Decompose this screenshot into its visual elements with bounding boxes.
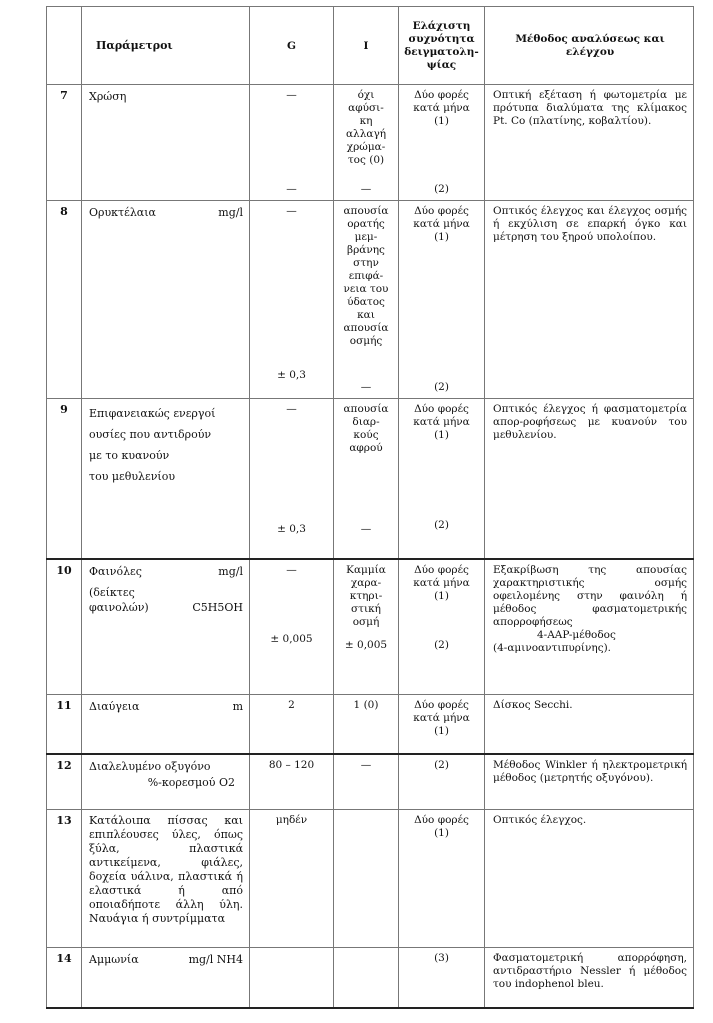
i-line: χρώμα- [346, 141, 386, 153]
param-unit: mg/l [218, 564, 243, 578]
param-line: με το κυανούν [89, 449, 170, 462]
method: Μέθοδος Winkler ή ηλεκτρομετρική μέθοδος (μετρητής οξυγόνου). [485, 754, 694, 810]
i-line: ορατής [347, 218, 385, 230]
g-top: 2 [288, 699, 295, 711]
frequency-line: Δύο φορές [414, 403, 469, 415]
i-value [334, 85, 399, 201]
i-line: αλλαγή [345, 128, 387, 140]
param-label: Φαινόλες [89, 564, 142, 578]
row-number: 9 [47, 399, 82, 559]
table-row [47, 559, 694, 695]
i-top [334, 399, 398, 455]
param-label: Αμμωνία [89, 953, 139, 966]
param-line: Επιφανειακώς ενεργοί [89, 407, 216, 420]
table-header-row [47, 7, 694, 85]
frequency [399, 810, 485, 948]
i-line: κτηρι- [349, 589, 383, 602]
i-top [334, 85, 398, 167]
i-top: 1 (0) [353, 699, 379, 711]
i-top [334, 201, 398, 348]
frequency-line: Δύο φορές [414, 699, 469, 711]
frequency-top [399, 560, 484, 603]
g-bottom: ± 0,3 [277, 369, 306, 381]
g-value [250, 559, 334, 695]
param-line: (δείκτες [89, 585, 135, 599]
frequency-line: Δύο φορές [414, 205, 469, 217]
table-row [47, 810, 694, 948]
frequency-top [399, 201, 484, 244]
g-top: — [286, 89, 297, 101]
frequency [399, 754, 485, 810]
method: Οπτική εξέταση ή φωτομετρία με πρότυπα διαλύματα της κλίμακος Pt. Co (πλατίνης, κοβαλτίου). [485, 85, 694, 201]
i-value [334, 810, 399, 948]
i-line: βράνης [347, 244, 385, 256]
i-line: απουσία [343, 205, 389, 217]
param-name [82, 399, 250, 559]
method: Οπτικός έλεγχος ή φασματομετρία απορ-ροφήσεως με κυανούν του μεθυλενίου. [485, 399, 694, 559]
param-name [82, 695, 250, 754]
header-method-line: ελέγχου [565, 45, 615, 58]
i-top: — [360, 758, 372, 771]
frequency-line: (1) [434, 725, 449, 737]
i-line: μεμ- [354, 231, 378, 243]
param-unit: mg/l NH4 [188, 953, 243, 966]
method: Δίσκος Secchi. [485, 695, 694, 754]
g-top: 80 – 120 [268, 758, 315, 771]
param-name [82, 201, 250, 399]
method: Οπτικός έλεγχος και έλεγχος οσμής ή εκχύλιση σε επαρκή όγκο και μέτρηση του ξηρού υπολοίπου. [485, 201, 694, 399]
i-value [334, 754, 399, 810]
param-line: του μεθυλενίου [89, 470, 176, 483]
i-line: απουσία [343, 322, 389, 334]
i-line: τος (0) [347, 154, 385, 166]
g-top: — [286, 205, 297, 217]
i-line: και [357, 309, 375, 321]
i-line: στην [353, 257, 379, 269]
header-frequency-line: δειγματολη- [404, 45, 479, 58]
header-i: I [334, 7, 399, 85]
param-line: φαινολών) [89, 600, 149, 614]
frequency-bottom: (2) [434, 183, 449, 195]
row-number: 14 [47, 948, 82, 1008]
g-bottom: ± 0,3 [277, 522, 306, 535]
frequency-top: (2) [434, 758, 449, 771]
i-line: οσμής [349, 335, 383, 347]
frequency-line: Δύο φορές [414, 563, 469, 576]
param-unit: mg/l [218, 206, 243, 219]
g-value [250, 399, 334, 559]
table-row [47, 85, 694, 201]
g-top: — [286, 403, 297, 415]
param-line: ουσίες που αντιδρούν [89, 428, 212, 441]
frequency-bottom: (2) [434, 639, 449, 651]
row-number: 13 [47, 810, 82, 948]
frequency-line: κατά μήνα [413, 576, 470, 589]
frequency-top [399, 85, 484, 128]
g-value [250, 85, 334, 201]
param-name: Χρώση [82, 85, 250, 201]
frequency-line: (1) [434, 115, 449, 127]
header-frequency [399, 7, 485, 85]
frequency-top [399, 810, 484, 840]
i-value [334, 948, 399, 1008]
row-number: 8 [47, 201, 82, 399]
i-line: Καμμία [346, 563, 386, 576]
frequency-bottom: (2) [434, 381, 449, 393]
frequency-top [399, 695, 484, 738]
frequency [399, 695, 485, 754]
header-frequency-line: ψίας [426, 58, 457, 71]
param-unit: m [232, 700, 243, 713]
i-line: επιφά- [348, 270, 384, 282]
frequency-line: κατά μήνα [413, 102, 470, 114]
param-label: Διαλελυμένο οξυγόνο [89, 759, 211, 773]
frequency-line: (1) [434, 589, 449, 602]
frequency-line: (1) [434, 429, 449, 441]
g-top: — [286, 563, 297, 576]
frequency-line: Δύο φορές [414, 814, 469, 826]
frequency-top [399, 399, 484, 442]
i-value [334, 695, 399, 754]
header-params: Παράμετροι [82, 7, 250, 85]
frequency-top: (3) [434, 952, 449, 964]
g-bottom: — [286, 183, 297, 195]
method-line: 4-AAP-μέθοδος [537, 628, 616, 641]
method: Οπτικός έλεγχος. [485, 810, 694, 948]
i-line: κούς [353, 429, 379, 441]
g-top: μηδέν [275, 814, 308, 826]
frequency [399, 399, 485, 559]
row-number: 7 [47, 85, 82, 201]
header-method [485, 7, 694, 85]
i-line: στική [351, 602, 381, 615]
i-line: οσμή [352, 615, 380, 628]
header-frequency-line: συχνότητα [408, 32, 475, 45]
i-bottom: — [360, 522, 372, 535]
param-name [82, 948, 250, 1008]
param-name [82, 754, 250, 810]
i-line: ύδατος [347, 296, 385, 308]
method: Φασματομετρική απορρόφηση, αντιδραστήριο Nessler ή μέθοδος του indophenol bleu. [485, 948, 694, 1008]
i-line: κη [359, 115, 373, 127]
frequency-line: κατά μήνα [413, 712, 470, 724]
i-top [334, 560, 398, 629]
header-g: G [250, 7, 334, 85]
g-value [250, 695, 334, 754]
i-bottom: ± 0,005 [344, 639, 388, 651]
i-line: χαρα- [350, 576, 382, 589]
i-value [334, 201, 399, 399]
param-label: Διαύγεια [89, 700, 140, 713]
i-bottom: — [360, 381, 372, 393]
frequency-line: (1) [434, 827, 449, 839]
param-name [82, 559, 250, 695]
frequency-line: κατά μήνα [413, 416, 470, 428]
param-name: Κατάλοιπα πίσσας και επιπλέουσες ύλες, όπως ξύλα, πλαστικά αντικείμενα, φιάλες, δοχεία υάλινα, πλαστικά ή ελαστικά ή από οποιαδήποτε άλλη ύλη. Ναυάγια ή συντρίμματα [82, 810, 250, 948]
frequency [399, 948, 485, 1008]
header-method-line: Μέθοδος αναλύσεως και [515, 32, 665, 45]
table-row [47, 754, 694, 810]
water-quality-table [46, 6, 694, 1009]
i-bottom: — [360, 183, 372, 195]
i-value [334, 559, 399, 695]
header-frequency-line: Ελάχιστη [412, 19, 471, 32]
param-label: Ορυκτέλαια [89, 206, 156, 219]
i-line: αφύσι- [348, 102, 384, 114]
frequency [399, 201, 485, 399]
i-line: αφρού [349, 442, 383, 454]
param-unit: %-κορεσμού O2 [147, 775, 235, 789]
table-row [47, 948, 694, 1008]
frequency-bottom: (2) [434, 518, 449, 531]
i-line: διαρ- [352, 416, 380, 428]
i-value [334, 399, 399, 559]
frequency [399, 559, 485, 695]
g-value [250, 201, 334, 399]
table-row [47, 695, 694, 754]
i-line: απουσία [343, 403, 389, 415]
header-num [47, 7, 82, 85]
frequency-line: κατά μήνα [413, 218, 470, 230]
row-number: 11 [47, 695, 82, 754]
table-row [47, 201, 694, 399]
g-bottom: ± 0,005 [270, 633, 313, 645]
method-line: Εξακρίβωση της απουσίας χαρακτηριστικής οσμής οφειλομένης στην φαινόλη ή μέθοδος φασματομετρικής απορροφήσεως [493, 563, 687, 628]
row-number: 10 [47, 559, 82, 695]
g-value [250, 754, 334, 810]
i-line: νεια του [343, 283, 389, 295]
param-formula: C5H5OH [192, 600, 243, 614]
table-row [47, 399, 694, 559]
frequency-line: (1) [434, 231, 449, 243]
g-value [250, 810, 334, 948]
frequency [399, 85, 485, 201]
row-number: 12 [47, 754, 82, 810]
i-line: όχι [357, 89, 375, 101]
frequency-line: Δύο φορές [414, 89, 469, 101]
method [485, 559, 694, 695]
method-line: (4-αμινοαντιπυρίνης). [493, 641, 612, 654]
g-value [250, 948, 334, 1008]
